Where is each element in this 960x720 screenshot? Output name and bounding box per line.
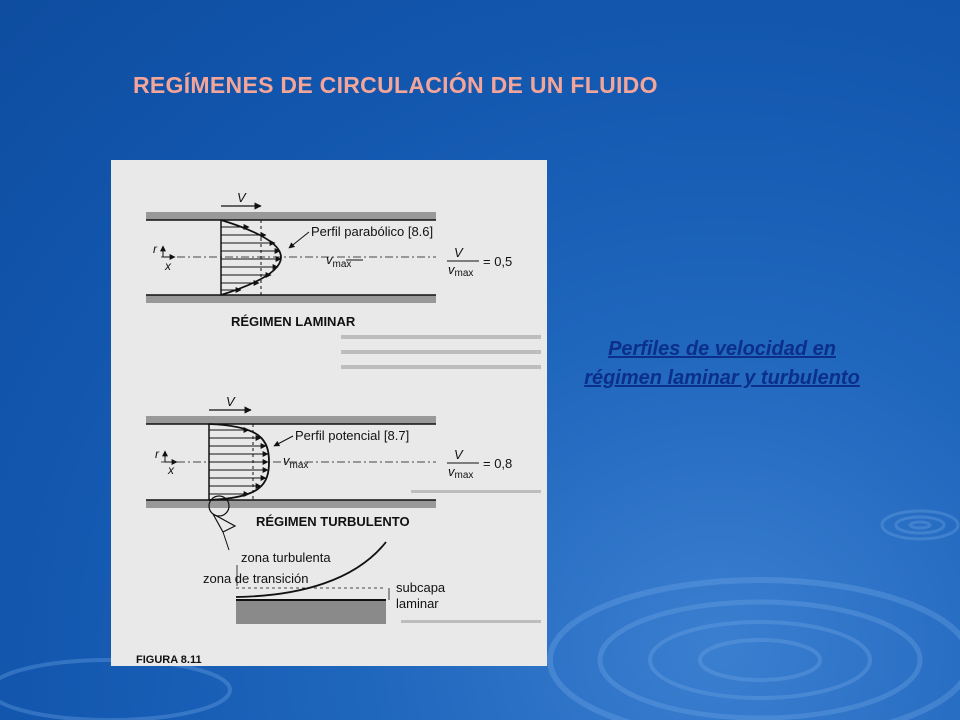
turbulent-vmax-label: $v_{max}$ (283, 453, 309, 471)
zone-transition-label: zona de transición (203, 571, 309, 586)
turbulent-profile-label: Perfil potencial [8.7] (295, 428, 410, 443)
turbulent-v-label: V (226, 394, 235, 409)
laminar-vmax-label: $v_{max}$ (326, 252, 352, 270)
laminar-diagram (146, 190, 512, 329)
slide-title: REGÍMENES DE CIRCULACIÓN DE UN FLUIDO (133, 72, 658, 98)
turbulent-ratio-num: V (454, 447, 463, 462)
turbulent-r-label: r (155, 447, 159, 461)
turbulent-x-label: x (168, 463, 174, 477)
laminar-regime-label: RÉGIMEN LAMINAR (231, 314, 356, 329)
sublayer-label-2: laminar (396, 596, 439, 611)
turbulent-ratio-value: = 0,8 (483, 456, 513, 471)
laminar-x-label: x (165, 259, 171, 273)
figure-caption: FIGURA 8.11 (136, 654, 202, 666)
turbulent-diagram (146, 394, 512, 529)
boundary-layer-detail (203, 514, 446, 624)
velocity-profile-figure (111, 160, 547, 666)
laminar-ratio-value: = 0,5 (483, 254, 513, 269)
laminar-ratio-den: vmax (448, 262, 474, 279)
zone-turbulent-label: zona turbulenta (241, 550, 331, 565)
sublayer-label-1: subcapa (396, 580, 446, 595)
laminar-profile-label: Perfil parabólico [8.6] (311, 224, 434, 239)
velocity-profiles-link[interactable]: Perfiles de velocidad en régimen laminar y turbulento (584, 338, 860, 389)
laminar-r-label: r (153, 242, 157, 256)
laminar-v-label: V (237, 190, 246, 205)
turbulent-ratio-den: vmax (448, 464, 474, 481)
laminar-ratio-num: V (454, 245, 463, 260)
turbulent-regime-label: RÉGIMEN TURBULENTO (256, 514, 410, 529)
